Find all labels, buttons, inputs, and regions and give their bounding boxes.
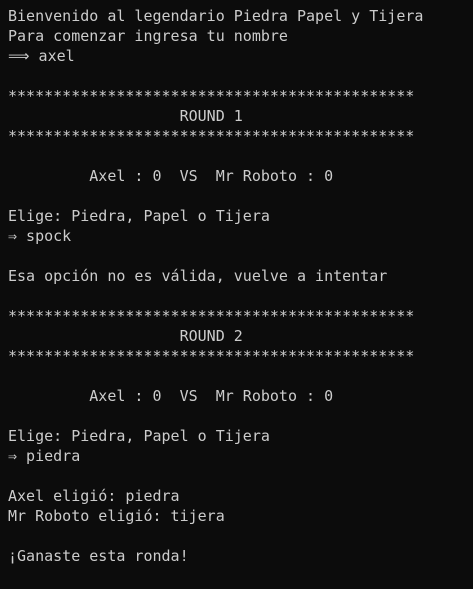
blank-line bbox=[8, 366, 473, 386]
separator-line: ********************************************* bbox=[8, 87, 415, 105]
blank-line bbox=[8, 246, 473, 266]
separator-line: ********************************************* bbox=[8, 347, 415, 365]
choice-prompt-line: Elige: Piedra, Papel o Tijera bbox=[8, 207, 270, 225]
round-result-line: ¡Ganaste esta ronda! bbox=[8, 547, 189, 565]
blank-line bbox=[8, 406, 473, 426]
blank-line bbox=[8, 286, 473, 306]
round-2-score-line: Axel : 0 VS Mr Roboto : 0 bbox=[8, 387, 334, 405]
name-prompt-line: Para comenzar ingresa tu nombre bbox=[8, 27, 288, 45]
separator-line: ********************************************* bbox=[8, 307, 415, 325]
blank-line bbox=[8, 66, 473, 86]
blank-line bbox=[8, 466, 473, 486]
separator-line: ********************************************* bbox=[8, 127, 415, 145]
choice-input-line: ⇒ spock bbox=[8, 227, 72, 245]
round-2-title: ROUND 2 bbox=[8, 327, 243, 345]
robot-choice-line: Mr Roboto eligió: tijera bbox=[8, 507, 225, 525]
round-1-title: ROUND 1 bbox=[8, 107, 243, 125]
invalid-option-message: Esa opción no es válida, vuelve a intentar bbox=[8, 267, 388, 285]
blank-line bbox=[8, 186, 473, 206]
welcome-line: Bienvenido al legendario Piedra Papel y Tijera bbox=[8, 7, 424, 25]
blank-line bbox=[8, 146, 473, 166]
blank-line bbox=[8, 526, 473, 546]
round-1-score-line: Axel : 0 VS Mr Roboto : 0 bbox=[8, 167, 334, 185]
choice-prompt-line: Elige: Piedra, Papel o Tijera bbox=[8, 427, 270, 445]
choice-input-line: ⇒ piedra bbox=[8, 447, 81, 465]
name-input-line: ⟹ axel bbox=[8, 47, 75, 65]
player-choice-line: Axel eligió: piedra bbox=[8, 487, 180, 505]
